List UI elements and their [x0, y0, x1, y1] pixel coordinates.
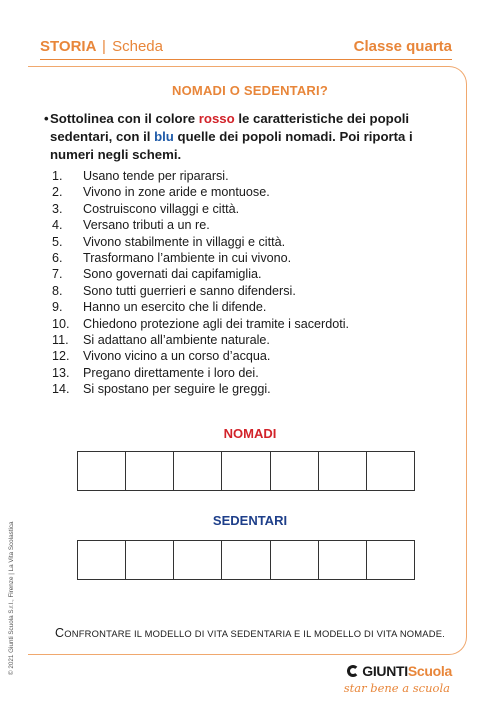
item-number: 12.: [52, 349, 70, 364]
item-text: Versano tributi a un re.: [83, 218, 210, 233]
item-number: 9.: [52, 300, 63, 315]
page-header: [0, 38, 500, 62]
nomadi-answer-cell[interactable]: [367, 451, 415, 491]
item-number: 14.: [52, 382, 70, 397]
sedentari-label: SEDENTARI: [212, 513, 288, 528]
item-number: 7.: [52, 267, 63, 282]
item-text: Chiedono protezione agli dei tramite i sacerdoti.: [83, 316, 350, 331]
list-item: [52, 266, 349, 282]
item-text: Si adattano all’ambiente naturale.: [83, 332, 270, 347]
list-item: [52, 168, 349, 184]
sedentari-answer-cell[interactable]: [367, 540, 415, 580]
item-number: 6.: [52, 250, 63, 265]
grade-label: Classe quarta: [353, 38, 452, 55]
characteristics-list: [52, 168, 349, 397]
logo-wordmark: [347, 663, 452, 679]
list-item: [52, 381, 349, 397]
footer-task-text: CONFRONTARE IL MODELLO DI VITA SEDENTARIA E IL MODELLO DI VITA NOMADE.: [55, 626, 445, 640]
logo-brand: GIUNTI: [362, 663, 408, 679]
item-number: 10.: [52, 316, 70, 331]
sedentari-answer-grid: [77, 540, 415, 580]
item-text: Usano tende per ripararsi.: [83, 169, 229, 183]
item-number: 11.: [52, 332, 69, 347]
worksheet-title: NOMADI O SEDENTARI?: [172, 83, 328, 98]
list-item: [52, 316, 349, 332]
logo-brand-accent: Scuola: [407, 663, 452, 679]
bullet-marker: •: [44, 111, 49, 126]
list-item: [52, 283, 349, 299]
item-text: Sono tutti guerrieri e sanno difendersi.: [83, 283, 296, 298]
instruction-blue-word: blu: [154, 129, 174, 144]
nomadi-answer-cell[interactable]: [222, 451, 270, 491]
sedentari-answer-cell[interactable]: [319, 540, 367, 580]
list-item: [52, 348, 349, 364]
footer-task: [0, 626, 500, 640]
worksheet-type: Scheda: [112, 38, 163, 55]
nomadi-answer-cell[interactable]: [78, 451, 126, 491]
instruction-part2: le caratteristiche dei popoli sedentari, con il: [50, 111, 410, 144]
g-logo-icon: [347, 665, 359, 677]
item-text: Costruiscono villaggi e città.: [83, 201, 240, 216]
list-item: [52, 201, 349, 217]
sedentari-answer-cell[interactable]: [174, 540, 222, 580]
list-item: [52, 234, 349, 250]
item-text: Vivono in zone aride e montuose.: [83, 185, 270, 200]
item-number: 13.: [52, 365, 70, 380]
item-text: Hanno un esercito che li difende.: [83, 300, 267, 315]
giunti-scuola-logo: [342, 663, 452, 703]
instruction-part1: Sottolinea con il colore: [50, 111, 199, 126]
sedentari-answer-cell[interactable]: [222, 540, 270, 580]
list-item: [52, 250, 349, 266]
sedentari-answer-cell[interactable]: [126, 540, 174, 580]
header-separator: |: [102, 38, 106, 55]
copyright-notice: [0, 521, 15, 695]
instruction-red-word: rosso: [198, 111, 235, 126]
subject-heading: [40, 38, 163, 55]
item-number: 5.: [52, 234, 63, 249]
subject-label: STORIA: [40, 38, 96, 55]
item-text: Pregano direttamente i loro dei.: [83, 365, 259, 380]
item-text: Sono governati dai capifamiglia.: [83, 267, 262, 282]
list-item: [52, 332, 349, 348]
item-text: Vivono stabilmente in villaggi e città.: [83, 234, 286, 249]
item-number: 3.: [52, 201, 63, 216]
nomadi-answer-cell[interactable]: [319, 451, 367, 491]
header-rule: [40, 59, 452, 60]
sedentari-answer-cell[interactable]: [271, 540, 319, 580]
instruction-text: [44, 110, 450, 164]
item-text: Si spostano per seguire le greggi.: [83, 382, 271, 397]
copyright-text: © 2021 Giunti Scuola S.r.l., Firenze | La Vita Scolastica: [8, 521, 15, 675]
item-number: 8.: [52, 283, 63, 298]
item-text: Trasformano l’ambiente in cui vivono.: [83, 250, 292, 265]
logo-tagline: star bene a scuola: [343, 681, 450, 695]
list-item: [52, 299, 349, 315]
sedentari-answer-cell[interactable]: [78, 540, 126, 580]
item-text: Vivono vicino a un corso d’acqua.: [83, 349, 271, 364]
item-number: 4.: [52, 218, 63, 233]
instruction-part3: quelle dei popoli nomadi. Poi riporta i numeri negli schemi.: [50, 129, 413, 162]
nomadi-answer-cell[interactable]: [174, 451, 222, 491]
list-item: [52, 184, 349, 200]
list-item: [52, 365, 349, 381]
item-number: 1.: [52, 169, 63, 183]
nomadi-answer-grid: [77, 451, 415, 491]
nomadi-answer-cell[interactable]: [126, 451, 174, 491]
nomadi-answer-cell[interactable]: [271, 451, 319, 491]
list-item: [52, 217, 349, 233]
nomadi-label: NOMADI: [223, 426, 277, 441]
item-number: 2.: [52, 185, 63, 200]
